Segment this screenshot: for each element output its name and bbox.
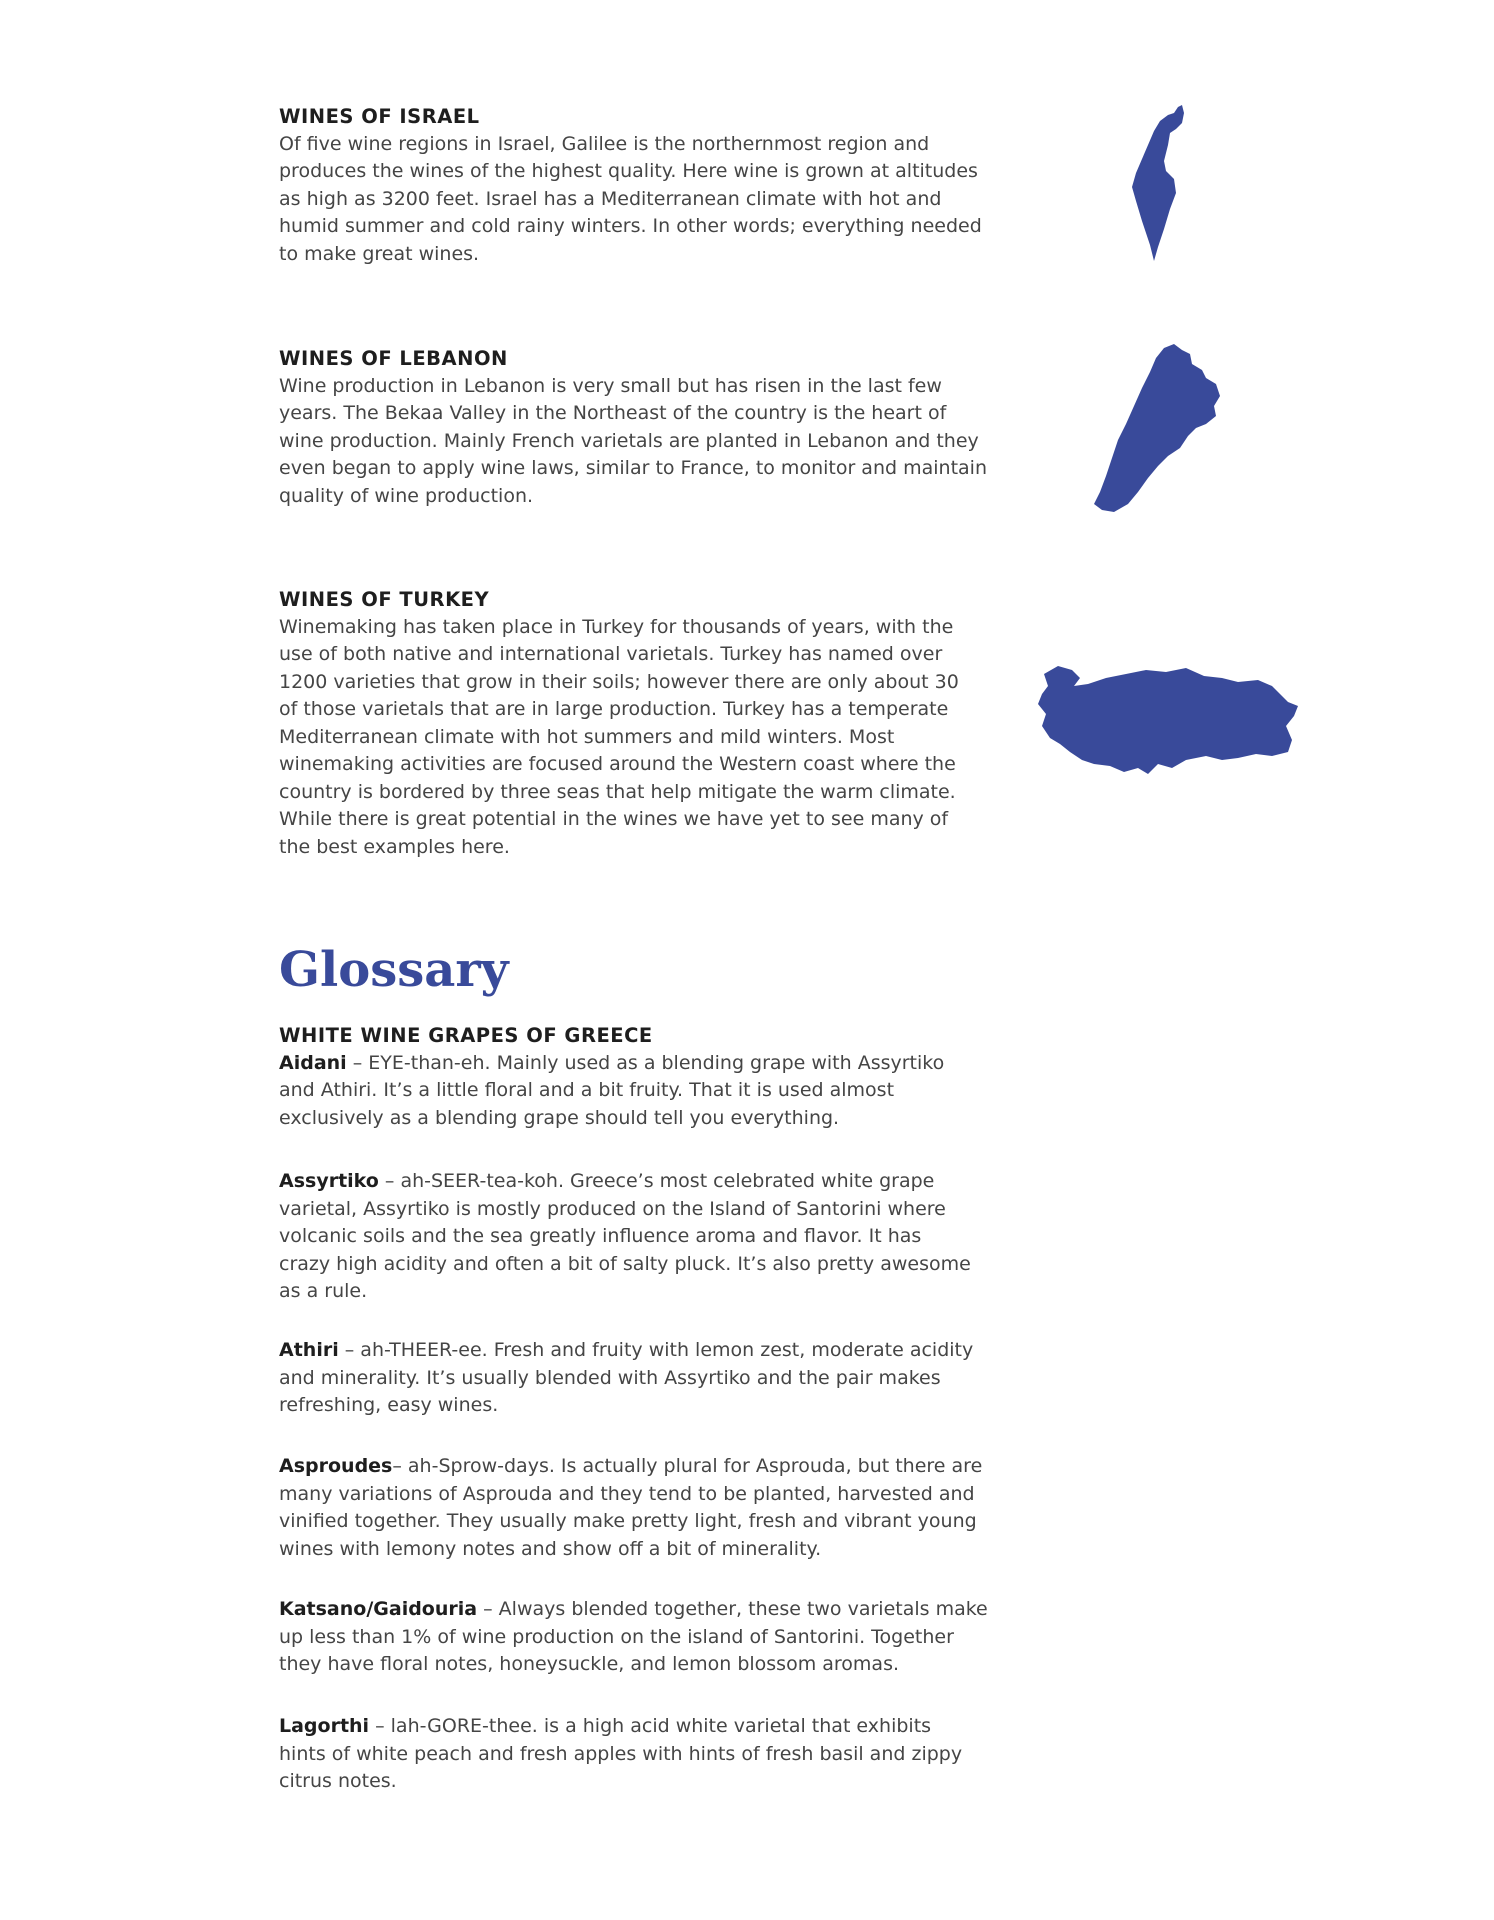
- glossary-term: Katsano/Gaidouria: [279, 1598, 478, 1620]
- region-turkey: [279, 586, 1019, 861]
- glossary-title: Glossary: [279, 942, 509, 998]
- glossary-term: Aidani: [279, 1051, 347, 1074]
- glossary-entry-block: [279, 1168, 1019, 1306]
- glossary-definition: – EYE-than-eh. Mainly used as a blending grape with Assyrtiko and Athiri. It’s a little floral and a bit fruity. That it is used almost exclusively as a blending grape should tell you everything.: [279, 1051, 945, 1129]
- glossary-definition: – ah-SEER-tea-koh. Greece’s most celebrated white grape varietal, Assyrtiko is mostly produced on the Island of Santorini where volcanic soils and the sea greatly influence aroma and flavor. It has crazy high acidity and often a bit of salty pluck. It’s also pretty awesome as a rule.: [279, 1170, 971, 1302]
- glossary-entry-block: [279, 1596, 1019, 1679]
- glossary-term: Athiri: [279, 1339, 339, 1361]
- glossary-entry-block: [279, 1713, 1019, 1796]
- glossary-definition: – lah-GORE-thee. is a high acid white varietal that exhibits hints of white peach and fresh apples with hints of fresh basil and zippy citrus notes.: [279, 1715, 963, 1792]
- region-lebanon: [279, 345, 1019, 510]
- turkey-map-icon: [1036, 664, 1298, 776]
- israel-map-icon: [1130, 105, 1194, 261]
- region-body: Of five wine regions in Israel, Galilee is the northernmost region and produces the wines of the highest quality. Here wine is grown at altitudes as high as 3200 feet. Israel has a Mediterranean climate with hot and humid summer and cold rainy winters. In other words; everything needed to make great wines.: [279, 132, 982, 265]
- glossary-term: Lagorthi: [279, 1715, 370, 1737]
- glossary-entry: [279, 1713, 1019, 1796]
- glossary-entry: [279, 1168, 1019, 1306]
- glossary-section-heading: WHITE WINE GRAPES OF GREECE: [279, 1024, 653, 1047]
- region-heading: WINES OF LEBANON: [279, 347, 508, 370]
- region-heading: WINES OF TURKEY: [279, 588, 490, 611]
- glossary-definition: – Always blended together, these two varietals make up less than 1% of wine production on the island of Santorini. Together they have floral notes, honeysuckle, and lemon blossom aromas.: [279, 1598, 988, 1675]
- region-body: Wine production in Lebanon is very small but has risen in the last few years. The Bekaa Valley in the Northeast of the country is the heart of wine production. Mainly French varietals are planted in Lebanon and they even began to apply wine laws, similar to France, to monitor and maintain quality of wine production.: [279, 374, 987, 507]
- glossary-definition: – ah-Sprow-days. Is actually plural for Asprouda, but there are many variations of Asprouda and they tend to be planted, harvested and vinified together. They usually make pretty light, fresh and vibrant young wines with lemony notes and show off a bit of minerality.: [279, 1455, 983, 1560]
- glossary-entry: [279, 1453, 1019, 1563]
- region-heading: WINES OF ISRAEL: [279, 105, 480, 128]
- lebanon-map-icon: [1094, 344, 1222, 512]
- glossary-entry: [279, 1596, 1019, 1679]
- glossary-term: Asproudes: [279, 1455, 393, 1477]
- glossary-entry-block: [279, 1453, 1019, 1563]
- region-body: Winemaking has taken place in Turkey for thousands of years, with the use of both native and international varietals. Turkey has named over 1200 varieties that grow in their soils; however there are only about 30 of those varietals that are in large production. Turkey has a temperate Mediterranean climate with hot summers and mild winters. Most winemaking activities are focused around the Western coast where the country is bordered by three seas that help mitigate the warm climate. While there is great potential in the wines we have yet to see many of the best examples here.: [279, 615, 959, 858]
- region-israel: [279, 103, 1019, 268]
- glossary-definition: – ah-THEER-ee. Fresh and fruity with lemon zest, moderate acidity and minerality. It’s usually blended with Assyrtiko and the pair makes refreshing, easy wines.: [279, 1339, 974, 1416]
- glossary-section: [279, 1022, 1019, 1132]
- glossary-entry-block: [279, 1337, 1019, 1420]
- glossary-entry: [279, 1050, 1019, 1133]
- glossary-term: Assyrtiko: [279, 1170, 379, 1192]
- glossary-entry: [279, 1337, 1019, 1420]
